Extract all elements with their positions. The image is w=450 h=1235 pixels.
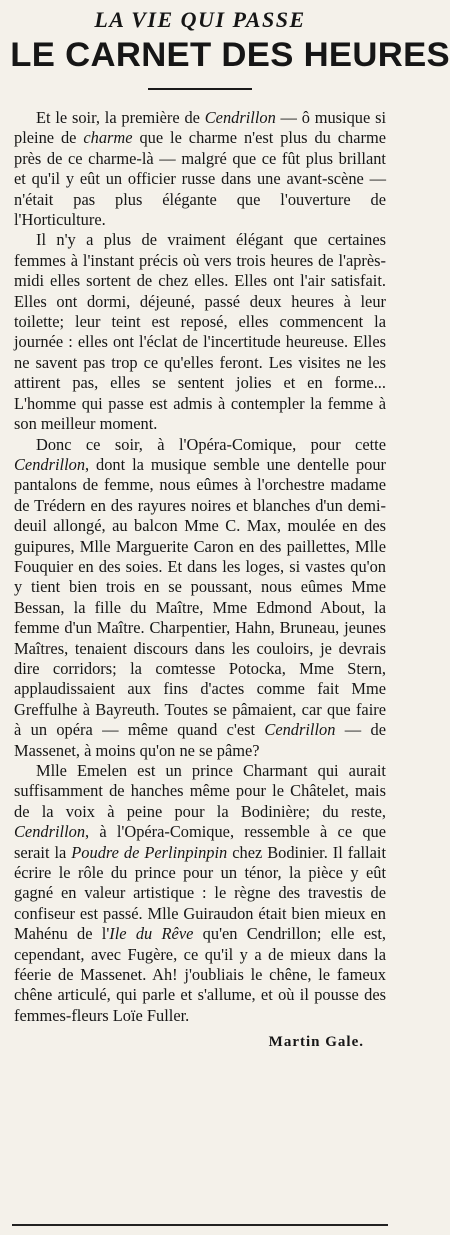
author-signature: Martin Gale. xyxy=(268,1034,364,1051)
title-rule xyxy=(148,88,252,90)
headline: LE CARNET DES HEURES xyxy=(10,36,450,74)
italic-title: charme xyxy=(83,128,133,148)
italic-title: Poudre de Perlinpinpin xyxy=(71,842,228,862)
paragraph: Et le soir, la première de Cendrillon — ô musique si pleine de charme que le charme n'est plus du charme près de ce charme-là — malgré que ce fût plus brillant et qu'il y eût un officier russe dans une avant-scène — n'était pas plus élégante que l'ouverture de l'Horticulture. xyxy=(14,108,387,230)
italic-title: Cendrillon xyxy=(14,822,86,842)
paragraph: Donc ce soir, à l'Opéra-Comique, pour cette Cendrillon, dont la musique semble une dentelle pour pantalons de femme, nous eûmes à l'orchestre madame de Trédern en des rayures noires et blanches d'un demi-deuil allongé, au balcon Mme C. Max, moulée en des guipures, Mlle Marguerite Caron en des paillettes, Mlle Fouquier en des soies. Et dans les loges, si vastes qu'on y tient bien trois en se poussant, nous eûmes Mme Bessan, la fille du Maître, Mme Edmond About, la femme d'un Maître. Charpentier, Hahn, Bruneau, jeunes Maîtres, tenaient discours dans les couloirs, je devrais dire corridors; la comtesse Potocka, Mme Stern, applaudissaient aux fins d'actes comme fait Mme Greffulhe à Bayreuth. Toutes se pâmaient, car que faire à un opéra — même quand c'est Cendrillon — de Massenet, à moins qu'on ne se pâme? xyxy=(14,434,386,760)
paragraph: Mlle Emelen est un prince Charmant qui aurait suffisamment de hanches même pour le Châtelet, mais de la voix à peine pour la Bodinière; du reste, Cendrillon, à l'Opéra-Comique, ressemble à ce que serait la Poudre de Perlinpinpin chez Bodinier. Il fallait écrire le rôle du prince pour un ténor, la pièce y eût gagné en valeur artistique : le règne des travestis de confiseur est passé. Mlle Guiraudon était bien mieux en Mahénu de l'Ile du Rêve qu'en Cendrillon; elle est, cependant, avec Fugère, ce qu'il y a de mieux dans la féerie de Massenet. Ah! j'oubliais le chêne, le fameux chêne articulé, qui parle et s'allume, et où il pousse des femmes-fleurs Loïe Fuller. xyxy=(14,761,386,1025)
bottom-rule xyxy=(12,1224,388,1226)
rubric-title: LA VIE QUI PASSE xyxy=(94,7,306,32)
italic-title: Cendrillon xyxy=(204,108,276,127)
italic-title: Cendrillon xyxy=(264,720,336,740)
paragraph: Il n'y a plus de vraiment élégant que certaines femmes à l'instant précis où vers trois heures de l'après-midi elles sortent de chez elles. Elles ont l'air satisfait. Elles ont dormi, déjeuné, passé deux heures à leur toilette; leur teint est reposé, elles commencent la journée : elles ont l'éclat de l'incertitude heureuse. Elles ne savent pas trop ce qu'elles feront. Les visites ne les attirent pas, elles se sentent jolies et en forme... L'homme qui passe est admis à contempler la femme à son meilleur moment. xyxy=(14,230,386,434)
italic-title: Cendrillon xyxy=(14,454,86,474)
italic-title: Ile du Rêve xyxy=(109,924,194,944)
article-body xyxy=(14,108,386,1026)
